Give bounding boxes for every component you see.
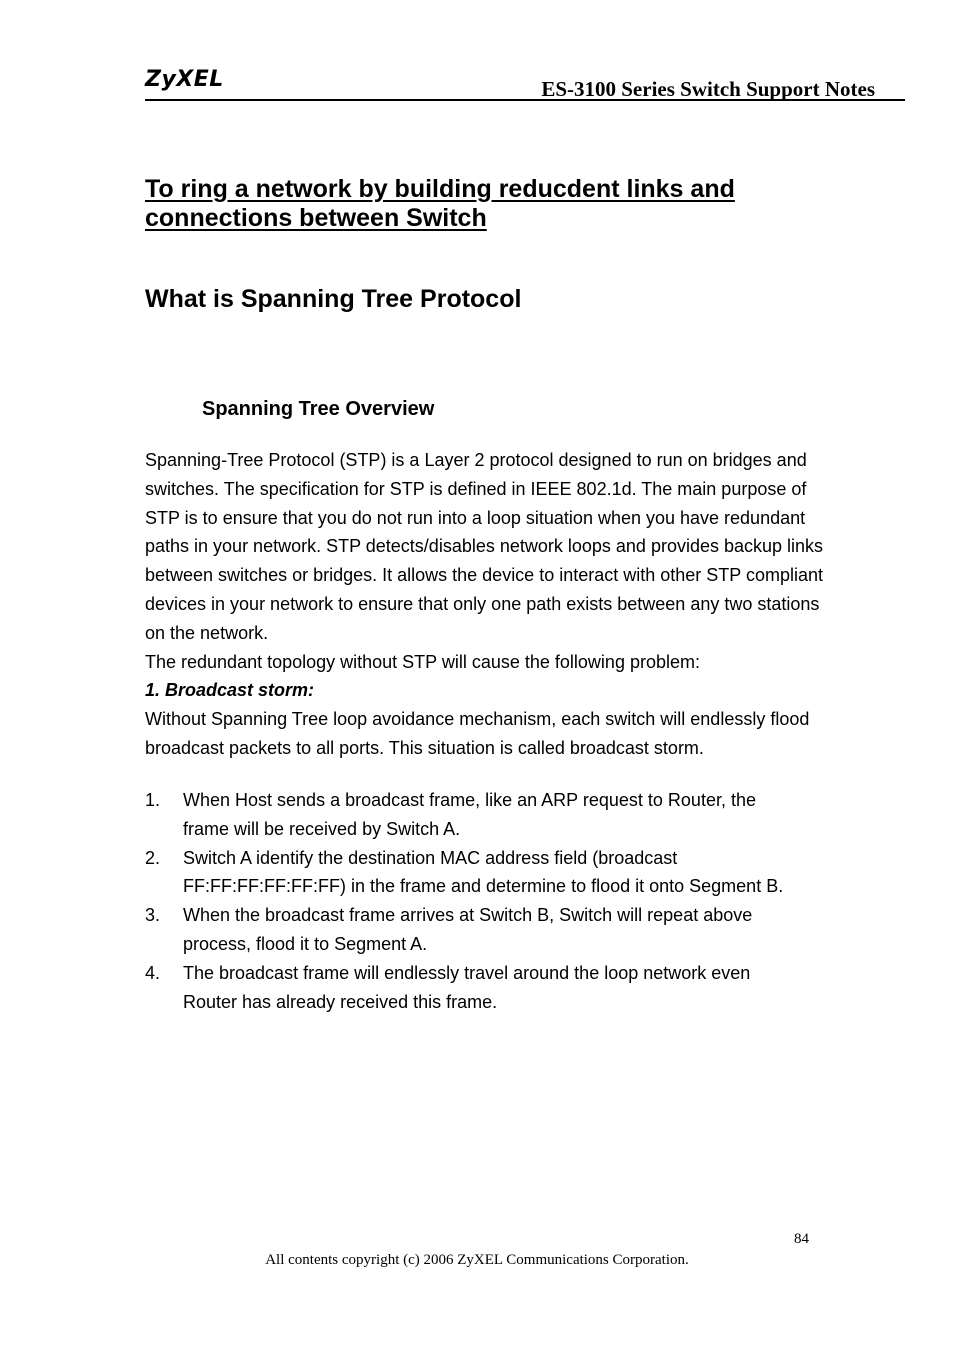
section-title: What is Spanning Tree Protocol <box>145 285 522 313</box>
list-item <box>145 959 785 1017</box>
zyxel-logo: ZyXEL <box>145 67 224 92</box>
body-text <box>145 446 825 763</box>
problem-intro: The redundant topology without STP will cause the following problem: <box>145 651 700 672</box>
list-item-text: Switch A identify the destination MAC address field (broadcast FF:FF:FF:FF:FF:FF) in the frame and determine to flood it onto Segment B. <box>183 847 784 897</box>
intro-paragraph: Spanning-Tree Protocol (STP) is a Layer 2 protocol designed to run on bridges and switches. The specification for STP is defined in IEEE 802.1d. The main purpose of STP is to ensure that you do not run into a loop situation when you have redundant paths in your network. STP detects/disables network loops and provides backup links between switches or bridges. It allows the device to interact with other STP compliant devices in your network to ensure that only one path exists between any two stations on the network. <box>145 450 824 643</box>
page-title: To ring a network by building reducdent links and connections between Switch <box>145 175 735 232</box>
list-item-number: 4. <box>145 962 161 983</box>
subsection-title: Spanning Tree Overview <box>202 398 435 420</box>
list-item-text: The broadcast frame will endlessly travel around the loop network even Router has already received this frame. <box>183 962 751 1012</box>
list-item <box>145 786 785 844</box>
list-item <box>145 844 785 902</box>
problem-paragraph: Without Spanning Tree loop avoidance mechanism, each switch will endlessly flood broadcast packets to all ports. This situation is called broadcast storm. <box>145 709 810 758</box>
header-divider <box>145 99 905 101</box>
list-item-number: 3. <box>145 905 161 926</box>
problem-heading: 1. Broadcast storm: <box>145 680 315 701</box>
list-item-number: 1. <box>145 790 161 810</box>
page-number: 84 <box>794 1231 809 1247</box>
list-item <box>145 901 785 959</box>
copyright-notice: All contents copyright (c) 2006 ZyXEL Communications Corporation. <box>265 1252 689 1268</box>
steps-list <box>145 786 785 1016</box>
document-title: ES-3100 Series Switch Support Notes <box>541 77 875 101</box>
list-item-text: When the broadcast frame arrives at Switch B, Switch will repeat above process, flood it to Segment A. <box>183 905 753 954</box>
list-item-number: 2. <box>145 847 161 868</box>
list-item-text: When Host sends a broadcast frame, like an ARP request to Router, the frame will be received by Switch A. <box>183 790 756 839</box>
